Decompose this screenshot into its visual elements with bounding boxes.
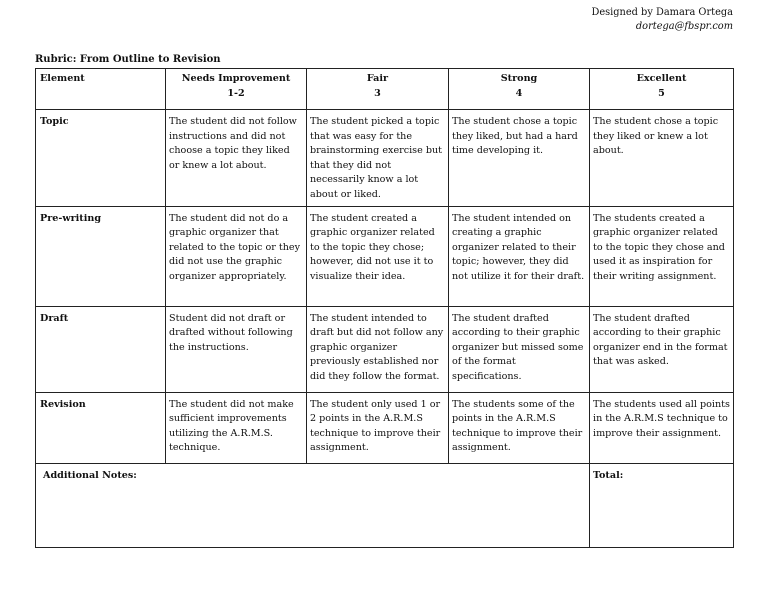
- column-label: Needs Improvement: [181, 73, 291, 84]
- additional-notes-field[interactable]: [36, 463, 590, 547]
- criteria-cell: Student did not draft or drafted without following the instructions.: [166, 306, 307, 392]
- criteria-cell: The student did not do a graphic organizer that related to the topic or they did not use the graphic organizer appropriately.: [166, 206, 307, 306]
- rubric-row-pre-writing: [36, 206, 734, 306]
- element-name: Pre-writing: [36, 206, 166, 306]
- column-label: Element: [40, 73, 85, 84]
- criteria-cell: The student did not follow instructions and did not choose a topic they liked or knew a lot about.: [166, 110, 307, 207]
- designer-email: dortega@fbspr.com: [635, 21, 733, 32]
- rubric-row-draft: [36, 306, 734, 392]
- column-label: Fair: [366, 73, 389, 84]
- column-label: Strong: [500, 73, 538, 84]
- rubric-row-notes: [36, 463, 734, 547]
- rubric-row-topic: [36, 110, 734, 207]
- designer-name: Designed by Damara Ortega: [591, 7, 733, 18]
- criteria-cell: The student intended on creating a graphic organizer related to their topic; however, they did not utilize it for their draft.: [449, 206, 590, 306]
- criteria-cell: The student chose a topic they liked, but had a hard time developing it.: [449, 110, 590, 207]
- column-score: 4: [515, 87, 523, 99]
- criteria-cell: The student drafted according to their graphic organizer end in the format that was asked.: [590, 306, 734, 392]
- column-score: 5: [658, 87, 665, 99]
- criteria-cell: The student intended to draft but did not follow any graphic organizer previously established nor did they follow the format.: [307, 306, 449, 392]
- criteria-cell: The student chose a topic they liked or knew a lot about.: [590, 110, 734, 207]
- criteria-cell: The student created a graphic organizer related to the topic they chose; however, did not use it to visualize their idea.: [307, 206, 449, 306]
- element-name: Revision: [36, 392, 166, 463]
- additional-notes-label: Additional Notes:: [43, 469, 137, 481]
- column-label: Excellent: [636, 73, 687, 84]
- criteria-cell: The student did not make sufficient improvements utilizing the A.R.M.S. technique.: [166, 392, 307, 463]
- criteria-cell: The student drafted according to their graphic organizer but missed some of the format specifications.: [449, 306, 590, 392]
- criteria-cell: The student picked a topic that was easy for the brainstorming exercise but that they did not necessarily know a lot about or liked.: [307, 110, 449, 207]
- total-label: Total:: [593, 469, 624, 481]
- rubric-table: [35, 68, 734, 548]
- column-header-element: [36, 69, 166, 110]
- criteria-cell: The student only used 1 or 2 points in the A.R.M.S technique to improve their assignment.: [307, 392, 449, 463]
- column-score: 3: [374, 87, 381, 99]
- criteria-cell: The students created a graphic organizer related to the topic they chose and used it as inspiration for their writing assignment.: [590, 206, 734, 306]
- criteria-cell: The students some of the points in the A.R.M.S technique to improve their assignment.: [449, 392, 590, 463]
- criteria-cell: The students used all points in the A.R.M.S technique to improve their assignment.: [590, 392, 734, 463]
- rubric-title: Rubric: From Outline to Revision: [35, 54, 221, 65]
- column-header-strong: [449, 69, 590, 110]
- designer-info: [591, 6, 733, 34]
- column-header-excellent: [590, 69, 734, 110]
- column-score: 1-2: [227, 87, 245, 99]
- column-header-fair: [307, 69, 449, 110]
- element-name: Draft: [36, 306, 166, 392]
- element-name: Topic: [36, 110, 166, 207]
- rubric-row-revision: [36, 392, 734, 463]
- rubric-header-row: [36, 69, 734, 110]
- total-field[interactable]: [590, 463, 734, 547]
- column-header-needs-improvement: [166, 69, 307, 110]
